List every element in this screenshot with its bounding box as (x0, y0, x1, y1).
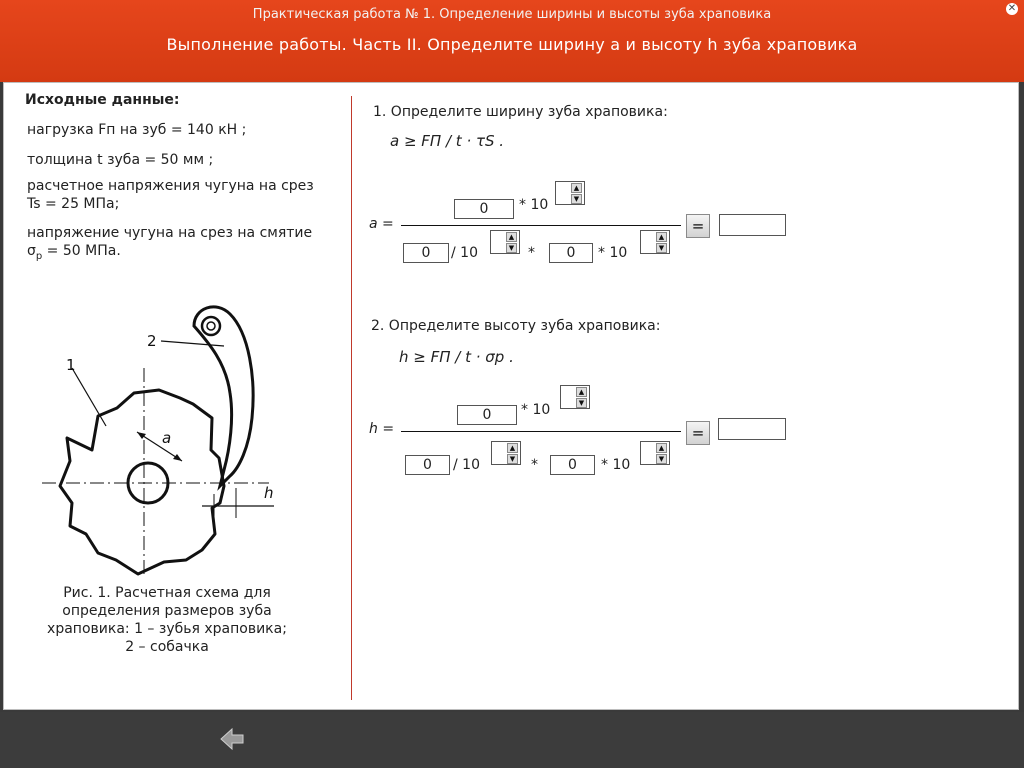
close-icon[interactable]: ✕ (1007, 3, 1017, 14)
numerator-input-a[interactable] (454, 199, 514, 219)
calculate-a-button[interactable]: = (686, 214, 710, 238)
exponent-spinner-a-den1[interactable] (490, 230, 520, 254)
spin-down-icon[interactable]: ▼ (571, 194, 582, 204)
denominator-input-a-2[interactable] (549, 243, 593, 263)
title-bar (0, 0, 1024, 82)
label-2: 2 (147, 332, 157, 350)
denominator-input-h-2[interactable] (550, 455, 595, 475)
label-1: 1 (66, 356, 76, 374)
caption-line: определения размеров зуба (62, 603, 272, 619)
ratchet-wheel (60, 390, 224, 574)
task-2-label: 2. Определите высоту зуба храповика: (371, 318, 661, 334)
spin-up-icon[interactable]: ▲ (507, 443, 518, 453)
times-ten-label: * 10 (521, 402, 551, 418)
denominator-input-a-1[interactable] (403, 243, 449, 263)
exponent-spinner-h-den1[interactable] (491, 441, 521, 465)
spin-down-icon[interactable]: ▼ (656, 243, 667, 253)
back-arrow-icon[interactable] (219, 726, 245, 752)
spin-up-icon[interactable]: ▲ (656, 232, 667, 242)
ratchet-diagram (34, 298, 284, 588)
initial-data-heading: Исходные данные: (25, 92, 180, 108)
denominator-input-h-1[interactable] (405, 455, 450, 475)
exponent-spinner-a-num[interactable] (555, 181, 585, 205)
times-ten-label: * 10 (519, 197, 549, 213)
crush-value: = 50 МПа. (42, 243, 121, 259)
exponent-spinner-h-num[interactable] (560, 385, 590, 409)
spin-up-icon[interactable]: ▲ (656, 443, 667, 453)
spin-up-icon[interactable]: ▲ (571, 183, 582, 193)
label-a: a (162, 429, 172, 447)
spin-up-icon[interactable]: ▲ (506, 232, 517, 242)
formula-a: a ≥ FП / t · τS . (390, 132, 505, 150)
caption-line: 2 – собачка (125, 639, 209, 655)
fraction-bar-a (401, 225, 681, 226)
spin-up-icon[interactable]: ▲ (576, 387, 587, 397)
times-ten-label: * 10 (598, 245, 628, 261)
spin-down-icon[interactable]: ▼ (507, 454, 518, 464)
sigma-subscript: р (35, 250, 43, 262)
load-text: нагрузка Fп на зуб = 140 кН ; (27, 122, 247, 138)
content-panel (3, 82, 1019, 710)
footer-bar (0, 712, 1024, 768)
var-h-label: h = (369, 421, 395, 437)
result-a-field[interactable] (719, 214, 786, 236)
caption-line: храповика: 1 – зубья храповика; (47, 621, 287, 637)
spin-down-icon[interactable]: ▼ (576, 398, 587, 408)
label-h: h (264, 484, 274, 502)
column-divider (351, 96, 352, 700)
page-title: Выполнение работы. Часть II. Определите ширину a и высоту h зуба храповика (166, 35, 858, 54)
window-title: Практическая работа № 1. Определение ширины и высоты зуба храповика (252, 7, 772, 22)
result-h-field[interactable] (718, 418, 786, 440)
figure-caption (22, 584, 312, 656)
div-ten-label: / 10 (451, 245, 478, 261)
fraction-bar-h (401, 431, 681, 432)
pawl (194, 307, 253, 486)
div-ten-label: / 10 (453, 457, 480, 473)
thickness-text: толщина t зуба = 50 мм ; (27, 152, 214, 168)
spin-down-icon[interactable]: ▼ (506, 243, 517, 253)
multiply-label: * (531, 457, 538, 473)
sigma-symbol: σ (27, 243, 36, 259)
crush-stress-text-2 (27, 243, 121, 262)
times-ten-label: * 10 (601, 457, 631, 473)
numerator-input-h[interactable] (457, 405, 517, 425)
shear-stress-text-2: Ts = 25 МПа; (27, 196, 120, 212)
formula-h: h ≥ FП / t · σр . (399, 348, 514, 366)
multiply-label: * (528, 245, 535, 261)
crush-stress-text-1: напряжение чугуна на срез на смятие (27, 225, 313, 241)
exponent-spinner-h-den2[interactable] (640, 441, 670, 465)
var-a-label: a = (369, 216, 394, 232)
task-1-label: 1. Определите ширину зуба храповика: (373, 104, 668, 120)
calculate-h-button[interactable]: = (686, 421, 710, 445)
spin-down-icon[interactable]: ▼ (656, 454, 667, 464)
exponent-spinner-a-den2[interactable] (640, 230, 670, 254)
shear-stress-text-1: расчетное напряжения чугуна на срез (27, 178, 314, 194)
caption-line: Рис. 1. Расчетная схема для (63, 585, 271, 601)
